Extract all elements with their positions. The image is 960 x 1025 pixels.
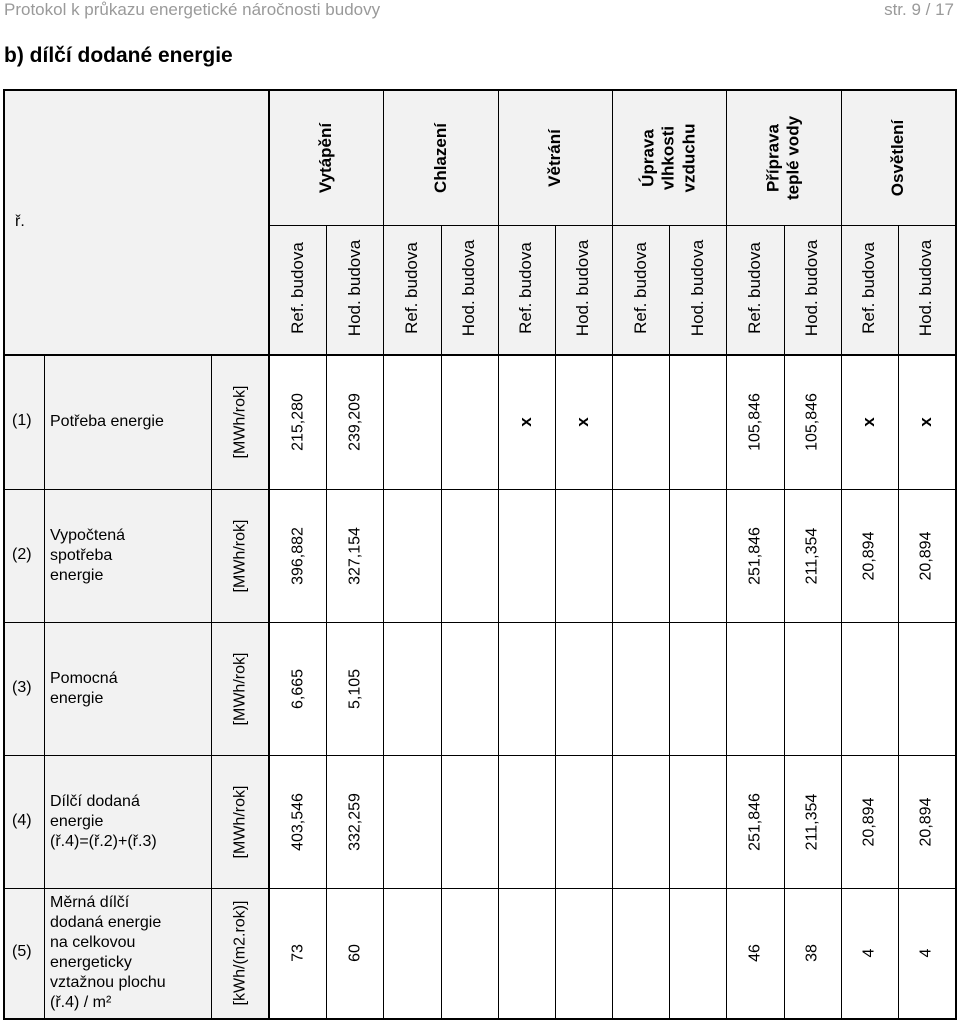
row-label-line: energie [50,812,104,830]
grid-line [5,489,955,490]
value-cell: 73 [288,944,306,962]
group-header-line: Vytápění [315,122,335,194]
grid-line [5,622,955,623]
not-applicable-mark: x [859,417,879,427]
row-unit: [MWh/rok] [231,519,249,592]
grid-line [498,91,499,1018]
row-number: (1) [12,412,32,429]
value-cell: 38 [803,944,821,962]
grid-line [841,91,842,1018]
value-cell: 20,894 [860,797,878,846]
group-header-3 [545,129,565,187]
energy-table [3,89,957,1020]
value-cell: 251,846 [746,792,764,851]
group-header-line: vlhkosti [658,125,678,191]
value-cell: 4 [860,948,878,958]
ref-building-header: Ref. budova [401,242,421,334]
value-cell: 46 [746,944,764,962]
not-applicable-mark: x [916,417,936,427]
row-number: (5) [12,943,32,960]
group-header-line: Osvětlení [887,119,907,197]
ref-building-header: Ref. budova [744,242,764,334]
eval-building-header: Hod. budova [916,239,936,337]
group-header-line: teplé vody [783,115,803,201]
row-label-line: dodaná energie [50,914,162,931]
row-label [50,412,164,432]
group-header-line: Příprava [763,123,783,193]
value-cell: 20,894 [917,531,935,580]
row-unit: [kWh/(m2.rok)] [231,900,249,1006]
not-applicable-mark: x [573,417,593,427]
section-title: b) dílčí dodané energie [4,44,233,67]
value-cell: 403,546 [288,792,306,851]
row-label-line: Dílčí dodaná [50,792,140,810]
value-cell: 20,894 [917,797,935,846]
row-label-line: (ř.4) / m² [50,994,112,1011]
row-label-line: vztažnou plochu [50,974,166,991]
grid-line [726,91,727,1018]
group-header-line: Chlazení [430,123,450,193]
group-header-line: Větrání [544,129,564,187]
page-number: str. 9 / 17 [884,0,954,19]
corner-label: ř. [15,213,25,230]
grid-line [612,91,613,1018]
row-unit: [MWh/rok] [231,385,249,459]
value-cell: 251,846 [746,526,764,585]
ref-building-header: Ref. budova [516,242,536,334]
row-number: (2) [12,545,32,563]
row-unit: [MWh/rok] [231,785,249,858]
grid-line [383,91,384,1018]
row-label-line: na celkovou [50,934,136,951]
value-cell: 211,354 [803,793,821,850]
group-header-2 [430,123,450,193]
row-label [50,792,157,852]
group-header-6 [888,120,908,197]
value-cell: 215,280 [288,393,306,451]
row-label-line: Potřeba energie [50,413,164,430]
eval-building-header: Hod. budova [687,239,707,337]
ref-building-header: Ref. budova [859,242,879,334]
row-label [50,669,118,709]
eval-building-header: Hod. budova [458,239,478,337]
row-label-line: Měrná dílčí [50,894,130,911]
value-cell: 105,846 [803,393,821,451]
group-header-5 [763,116,804,200]
value-cell: 396,882 [288,526,306,585]
row-label [50,526,125,586]
row-label-line: spotřeba [50,546,113,564]
row-label-line: Pomocná [50,669,118,687]
grid-line [5,755,955,756]
row-label-line: Vypočtená [50,526,126,544]
grid-line [211,355,212,1018]
grid-line [5,354,955,356]
group-header-line: vzduchu [679,123,699,193]
value-cell: 239,209 [346,393,364,451]
value-cell: 105,846 [746,393,764,451]
grid-line [44,355,45,1018]
value-cell: 211,354 [803,527,821,584]
row-number: (4) [12,811,32,829]
grid-line [269,225,955,226]
value-cell: 4 [917,948,935,958]
value-cell: 20,894 [860,531,878,580]
eval-building-header: Hod. budova [344,239,364,337]
grid-line [268,91,270,1018]
row-label-line: energie [50,566,104,584]
row-number: (3) [12,678,32,696]
group-header-line: Úprava [638,129,658,187]
ref-building-header: Ref. budova [630,242,650,334]
eval-building-header: Hod. budova [573,239,593,337]
eval-building-header: Hod. budova [801,239,821,337]
value-cell: 6,665 [288,668,306,709]
row-label-line: energie [50,689,104,707]
value-cell: 327,154 [346,526,364,585]
row-label-line: energeticky [50,954,132,971]
row-label-line: (ř.4)=(ř.2)+(ř.3) [50,832,157,850]
row-label [50,893,166,1013]
group-header-4 [639,124,700,193]
not-applicable-mark: x [516,417,536,427]
value-cell: 332,259 [346,792,364,851]
value-cell: 60 [346,944,364,962]
grid-line [5,888,955,889]
page-header-title: Protokol k průkazu energetické náročnosti budovy [4,0,381,19]
row-unit: [MWh/rok] [231,652,249,725]
group-header-1 [316,123,336,193]
ref-building-header: Ref. budova [287,242,307,334]
value-cell: 5,105 [346,668,364,709]
